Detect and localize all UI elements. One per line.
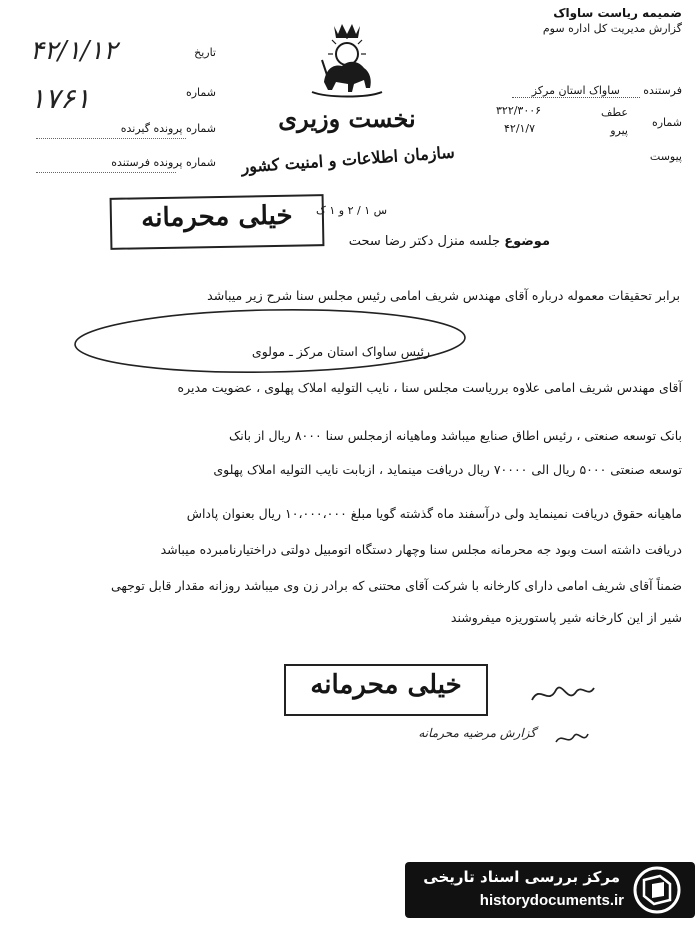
number-label-left: شماره — [185, 86, 216, 99]
file-line-1 — [36, 138, 186, 139]
sender-row — [486, 84, 682, 98]
classification-stamp-bottom: خیلی محرمانه — [284, 664, 488, 716]
circled-line: رئیس ساواک استان مرکز ـ مولوی — [251, 344, 430, 359]
lion-and-sun-emblem — [308, 20, 386, 100]
ref-code: س ۱ / ۲ و ۱ ک — [316, 204, 388, 217]
peyro-label: پیرو — [610, 124, 628, 137]
subject-label: موضوع — [504, 234, 550, 249]
date-handwritten: ۴۲/۱/۱۲ — [30, 36, 118, 66]
header-line-1: ضمیمه ریاست ساواک — [553, 6, 682, 20]
body-line: بانک توسعه صنعتی ، رئیس اطاق صنایع میباشد وماهیانه ازمجلس سنا ۸۰۰۰ ریال از بانک — [229, 428, 682, 443]
body-line: آقای مهندس شریف امامی علاوه برریاست مجلس سنا ، نایب التولیه املاک پهلوی ، عضویت مدیره — [177, 380, 682, 395]
number-handwritten: ۱۷۶۱ — [30, 82, 91, 115]
atf-label: عطف — [601, 106, 628, 119]
subject-row — [300, 234, 550, 249]
body-line: شیر از این کارخانه شیر پاستوریزه میفروشند — [450, 610, 682, 625]
footer-site: historydocuments.ir — [479, 892, 624, 909]
peyro-value: ۴۲/۱/۷ — [504, 122, 536, 135]
initials-scribble — [552, 726, 592, 750]
classification-stamp-top: خیلی محرمانه — [110, 194, 325, 250]
footer-org-name: مرکز بررسی اسناد تاریخی — [423, 868, 620, 886]
file-line-2 — [36, 172, 176, 173]
receiver-file-label: شماره پرونده گیرنده — [120, 122, 216, 135]
body-line: ضمناً آقای شریف امامی دارای کارخانه با شرکت آقای محتنی که برادر زن وی میباشد روزانه مقدار قابل توجهی — [110, 578, 682, 593]
header-line-2: گزارش مدیریت کل اداره سوم — [542, 22, 682, 35]
subject-value: جلسه منزل دکتر رضا سحت — [348, 234, 501, 249]
body-line: دریافت داشته است وبود جه محرمانه مجلس سنا وچهار دستگاه اتومبیل دولتی دراختیارنامبرده میباشد — [160, 542, 682, 557]
title-savak: سازمان اطلاعات و امنیت کشور — [240, 142, 456, 177]
sender-file-label: شماره پرونده فرستنده — [111, 156, 216, 169]
title-prime-ministry: نخست وزیری — [278, 104, 416, 133]
sender-label: فرستنده — [643, 84, 682, 97]
body-line: توسعه صنعتی ۵۰۰۰ ریال الی ۷۰۰۰۰ ریال دریافت مینماید ، ازبابت نایب التولیه املاک پهلوی — [213, 462, 682, 477]
archive-logo-icon — [630, 864, 684, 916]
number-label-right: شماره — [651, 116, 682, 129]
intro-line: برابر تحقیقات معموله درباره آقای مهندس شریف امامی رئیس مجلس سنا شرح زیر میباشد — [207, 288, 680, 303]
attachment-label: پیوست — [649, 150, 682, 163]
circled-annotation — [70, 306, 470, 376]
body-line: ماهیانه حقوق دریافت نمینماید ولی درآسفند ماه گذشته گویا مبلغ ۱۰،۰۰۰،۰۰۰ ریال بعنوان پاداش — [186, 506, 682, 521]
atf-value: ۳۲۲/۳۰۰۶ — [496, 104, 542, 117]
signature-note: گزارش مرضیه محرمانه — [418, 726, 536, 740]
signature-scribble — [528, 676, 598, 712]
date-label: تاریخ — [194, 46, 216, 59]
sender-value: ساواک استان مرکز — [512, 84, 640, 98]
